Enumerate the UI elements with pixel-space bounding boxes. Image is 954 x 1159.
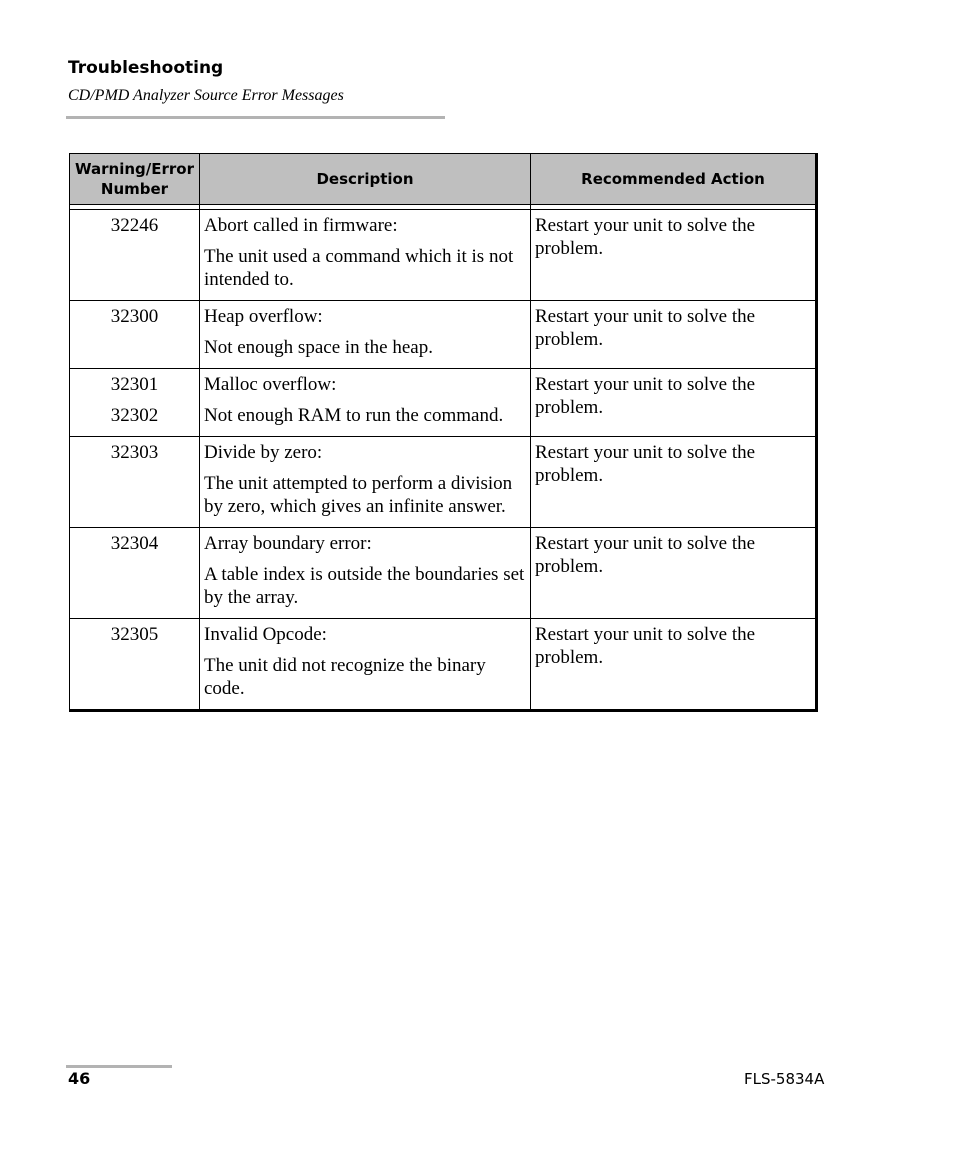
column-header-description: Description <box>200 154 531 205</box>
description-cell <box>200 437 531 528</box>
description-cell <box>200 528 531 619</box>
table-row <box>70 437 817 528</box>
action-cell <box>531 437 817 528</box>
action-cell <box>531 528 817 619</box>
recommended-action: Restart your unit to solve the problem. <box>535 624 756 668</box>
description-cell <box>200 619 531 711</box>
description-cell <box>200 301 531 369</box>
page-number: 46 <box>68 1069 91 1088</box>
error-number-cell <box>70 301 200 369</box>
error-number: 32301 <box>110 374 159 395</box>
error-number: 32304 <box>110 533 159 554</box>
error-name: Abort called in firmware: <box>204 215 398 236</box>
error-name: Malloc overflow: <box>204 374 337 395</box>
error-name: Divide by zero: <box>204 442 323 463</box>
error-detail: Not enough RAM to run the command. <box>204 405 504 426</box>
action-cell <box>531 619 817 711</box>
footer-divider <box>66 1065 172 1068</box>
column-header-number: Warning/Error Number <box>70 154 200 205</box>
action-cell <box>531 301 817 369</box>
description-cell <box>200 369 531 437</box>
error-number-cell <box>70 210 200 301</box>
error-number: 32302 <box>110 405 159 426</box>
error-name: Array boundary error: <box>204 533 372 554</box>
error-number: 32246 <box>110 215 159 236</box>
table-header-row <box>70 154 817 205</box>
section-title: Troubleshooting <box>68 58 224 78</box>
error-detail: The unit used a command which it is not intended to. <box>204 246 514 290</box>
table-row <box>70 301 817 369</box>
error-number: 32300 <box>110 306 159 327</box>
error-name: Invalid Opcode: <box>204 624 327 645</box>
description-cell <box>200 210 531 301</box>
section-subtitle: CD/PMD Analyzer Source Error Messages <box>68 87 344 104</box>
document-id: FLS-5834A <box>744 1070 825 1088</box>
recommended-action: Restart your unit to solve the problem. <box>535 306 756 350</box>
recommended-action: Restart your unit to solve the problem. <box>535 442 756 486</box>
error-number: 32305 <box>110 624 159 645</box>
recommended-action: Restart your unit to solve the problem. <box>535 374 756 418</box>
recommended-action: Restart your unit to solve the problem. <box>535 215 756 259</box>
error-detail: The unit did not recognize the binary code. <box>204 655 486 699</box>
error-detail: Not enough space in the heap. <box>204 337 433 358</box>
action-cell <box>531 210 817 301</box>
error-name: Heap overflow: <box>204 306 323 327</box>
column-header-action: Recommended Action <box>531 154 817 205</box>
table-row <box>70 369 817 437</box>
error-number-cell <box>70 437 200 528</box>
table-row <box>70 210 817 301</box>
table-row <box>70 528 817 619</box>
error-number-cell <box>70 619 200 711</box>
recommended-action: Restart your unit to solve the problem. <box>535 533 756 577</box>
error-messages-table <box>69 153 818 712</box>
error-detail: The unit attempted to perform a division by zero, which gives an infinite answer. <box>204 473 513 517</box>
action-cell <box>531 369 817 437</box>
header-divider <box>66 116 445 119</box>
error-number-cell <box>70 369 200 437</box>
table-row <box>70 619 817 711</box>
error-detail: A table index is outside the boundaries set by the array. <box>204 564 525 608</box>
error-number-cell <box>70 528 200 619</box>
error-number: 32303 <box>110 442 159 463</box>
